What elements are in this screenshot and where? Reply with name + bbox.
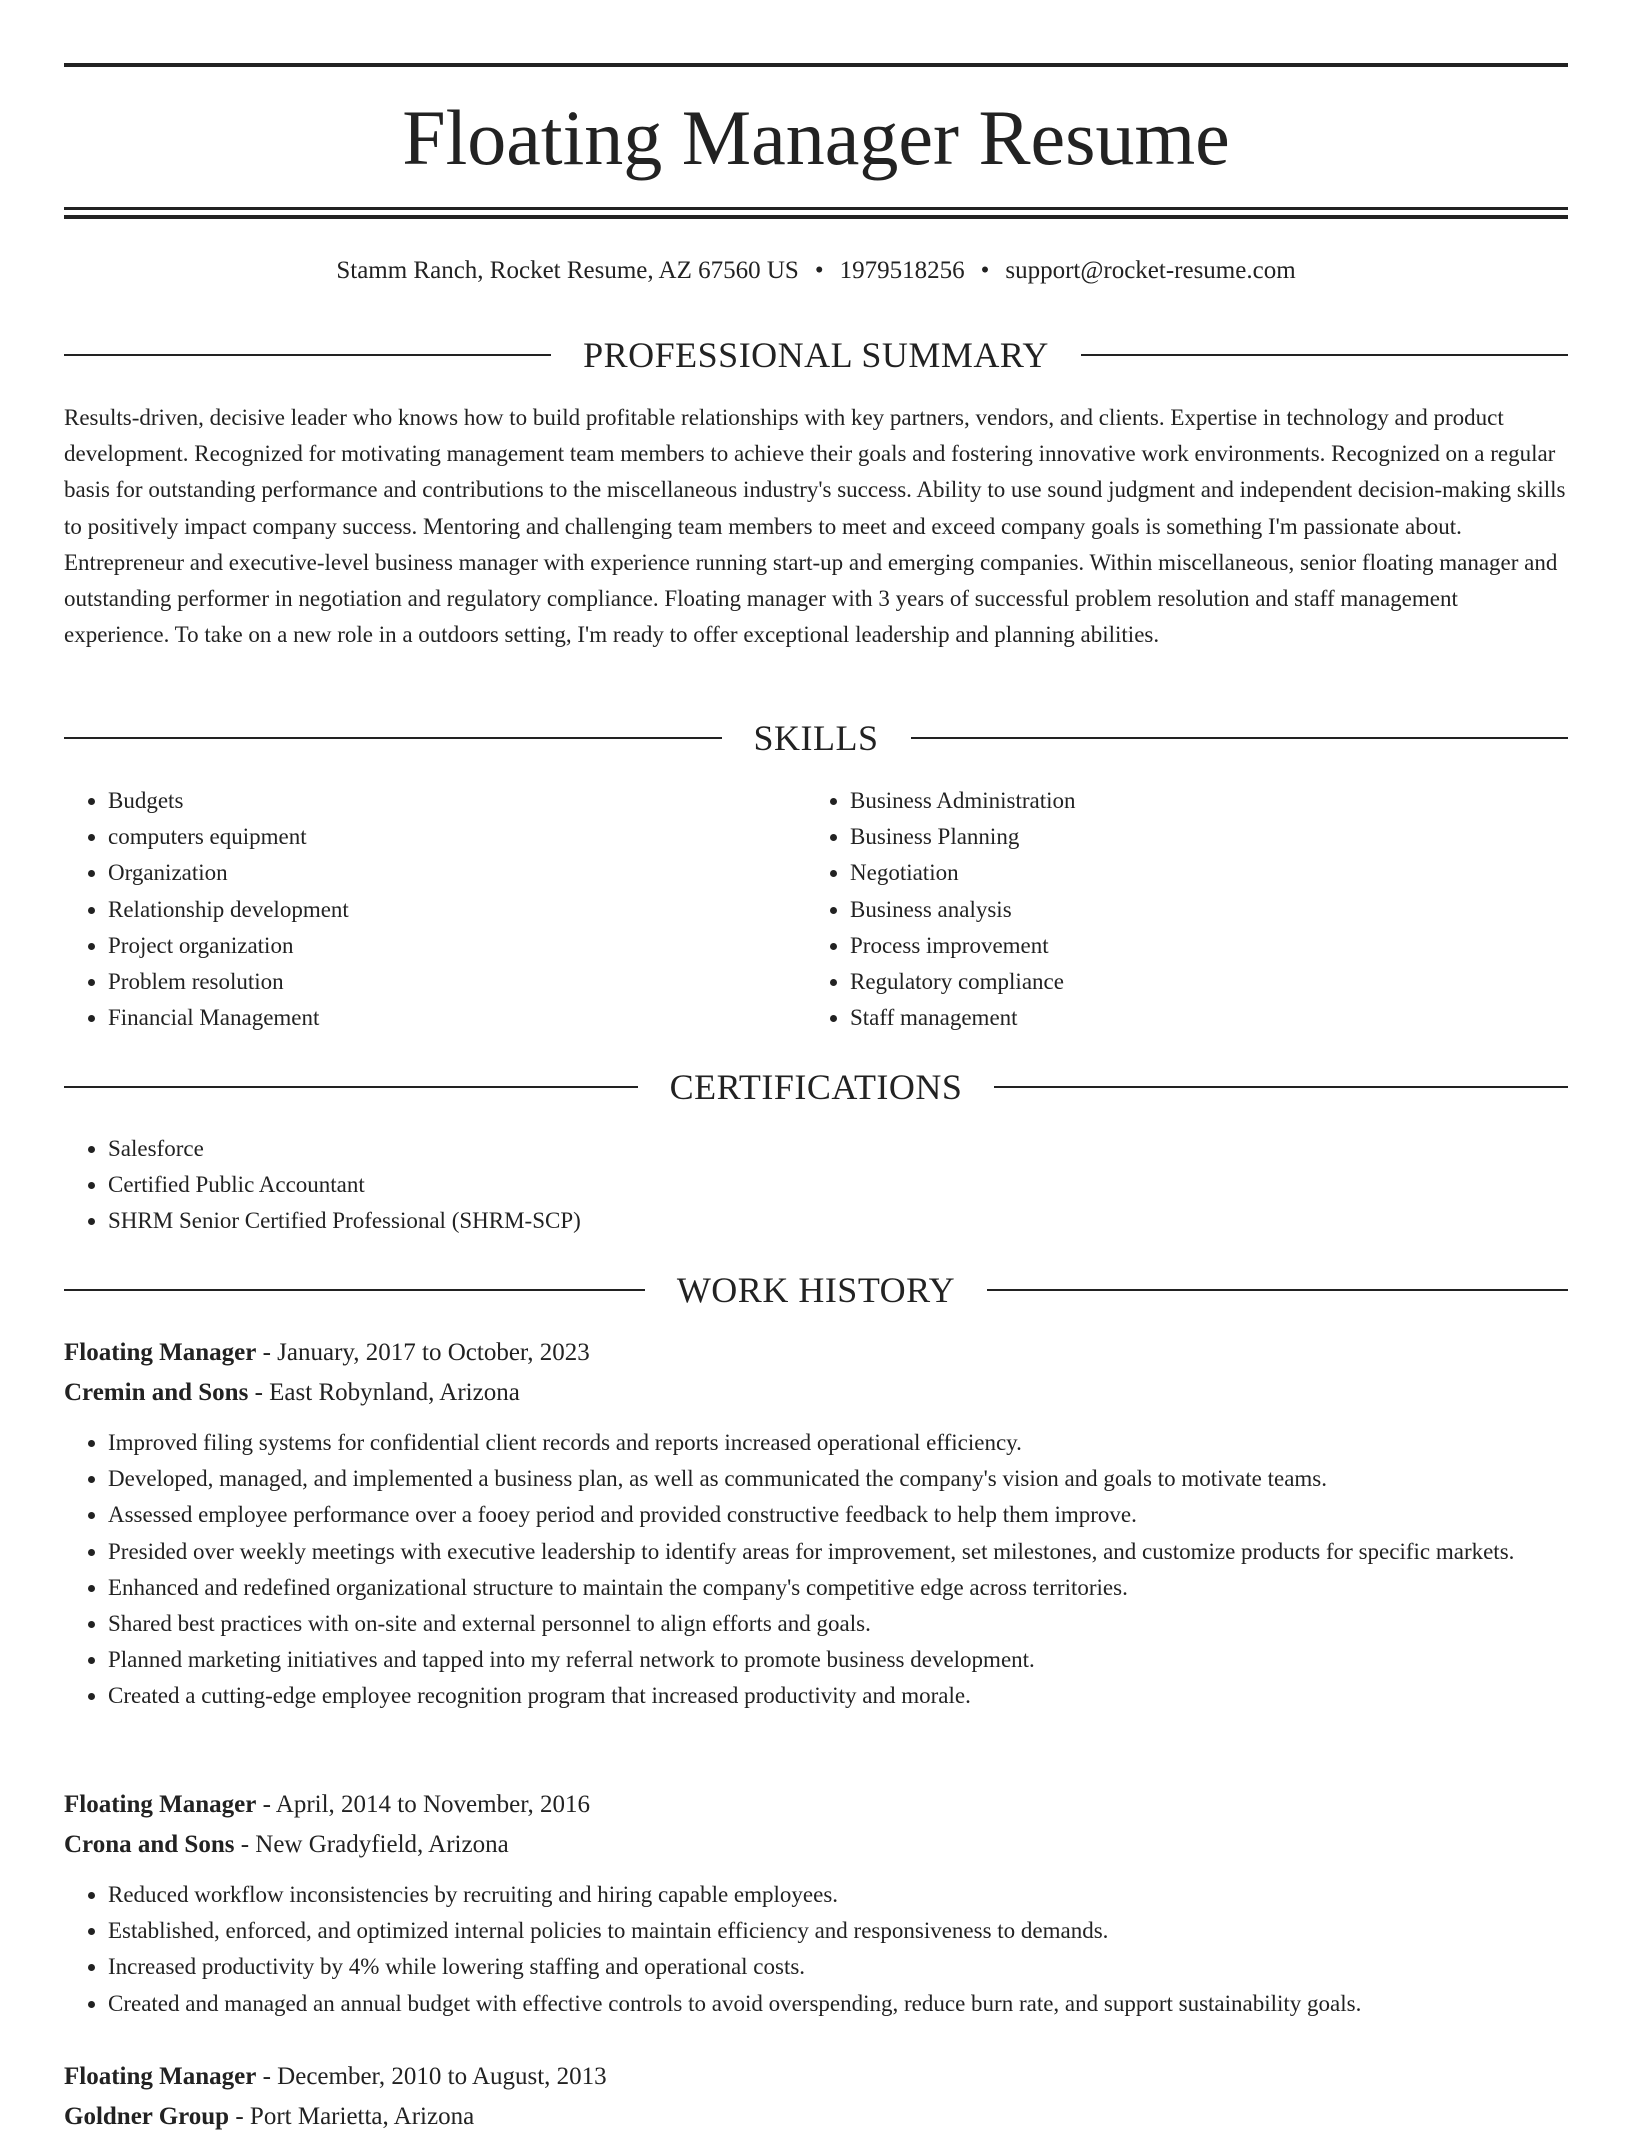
section-title: PROFESSIONAL SUMMARY (583, 335, 1049, 375)
job-company-line (64, 1373, 1568, 1413)
job-title: Floating Manager (64, 2063, 257, 2090)
certification-item: • SHRM Senior Certified Professional (SHRM-SCP) (108, 1203, 1612, 1239)
skill-item: • Business Administration (850, 783, 1550, 819)
job-title-line (64, 2057, 1568, 2097)
section-title: WORK HISTORY (676, 1270, 956, 1310)
skill-item: • computers equipment (108, 819, 808, 855)
job-bullets (64, 1425, 1568, 1715)
job-company: Cremin and Sons (64, 1379, 249, 1406)
contact-email: support@rocket-resume.com (1005, 257, 1296, 284)
contact-separator: • (814, 257, 824, 284)
job-company: Goldner Group (64, 2103, 230, 2130)
job-bullet: • Created a cutting-edge employee recognition program that increased productivity and morale. (108, 1678, 1568, 1714)
contact-line (64, 254, 1568, 288)
job-bullet: • Shared best practices with on-site and external personnel to align efforts and goals. (108, 1606, 1568, 1642)
job-bullet: • Presided over weekly meetings with executive leadership to identify areas for improvement, set milestones, and customize products for specific markets. (108, 1534, 1568, 1570)
job-entry (64, 1785, 1568, 2022)
heading-rule (994, 1086, 1568, 1088)
skill-item: • Staff management (850, 1000, 1550, 1036)
job-bullet: • Established, enforced, and optimized internal policies to maintain efficiency and responsiveness to demands. (108, 1913, 1568, 1949)
job-bullet: • Increased productivity by 4% while lowering staffing and operational costs. (108, 1949, 1568, 1985)
job-title-line (64, 1785, 1568, 1825)
job-dates: - April, 2014 to November, 2016 (256, 1791, 591, 1818)
skill-item: • Business Planning (850, 819, 1550, 855)
section-heading-summary (64, 333, 1568, 377)
skill-item: • Regulatory compliance (850, 964, 1550, 1000)
job-company-line (64, 2097, 1568, 2137)
certification-item: • Certified Public Accountant (108, 1167, 1612, 1203)
contact-address: Stamm Ranch, Rocket Resume, AZ 67560 US (336, 257, 799, 284)
job-bullet: • Assessed employee performance over a fooey period and provided constructive feedback to help them improve. (108, 1497, 1568, 1533)
certification-item: • Salesforce (108, 1131, 1612, 1167)
job-location: - New Gradyfield, Arizona (234, 1831, 509, 1858)
skills-list-left (64, 783, 808, 1036)
heading-rule (1081, 354, 1568, 356)
section-title: CERTIFICATIONS (669, 1067, 963, 1107)
skill-item: • Financial Management (108, 1000, 808, 1036)
section-title: SKILLS (753, 718, 879, 758)
skill-item: • Negotiation (850, 855, 1550, 891)
certifications-list (64, 1131, 1612, 1240)
contact-phone: 1979518256 (839, 257, 965, 284)
heading-rule (64, 1289, 645, 1291)
contact-separator: • (980, 257, 990, 284)
heading-rule (64, 1086, 638, 1088)
heading-rule (64, 737, 722, 739)
heading-rule (911, 737, 1569, 739)
job-location: - Port Marietta, Arizona (229, 2103, 475, 2130)
skill-item: • Problem resolution (108, 964, 808, 1000)
heading-rule (987, 1289, 1568, 1291)
job-bullet: • Reduced workflow inconsistencies by recruiting and hiring capable employees. (108, 1877, 1568, 1913)
heading-rule (64, 354, 551, 356)
skill-item: • Organization (108, 855, 808, 891)
skill-item: • Budgets (108, 783, 808, 819)
job-company-line (64, 1825, 1568, 1865)
skill-item: • Project organization (108, 928, 808, 964)
job-title: Floating Manager (64, 1791, 257, 1818)
job-bullet: • Developed, managed, and implemented a business plan, as well as communicated the company's vision and goals to motivate teams. (108, 1461, 1568, 1497)
job-title-line (64, 1333, 1568, 1373)
job-bullet: • Planned marketing initiatives and tapped into my referral network to promote business development. (108, 1642, 1568, 1678)
skill-item: • Business analysis (850, 892, 1550, 928)
page-title: Floating Manager Resume (402, 94, 1230, 181)
job-bullet: • Created and managed an annual budget with effective controls to avoid overspending, reduce burn rate, and support sustainability goals. (108, 1986, 1568, 2022)
section-heading-certifications (64, 1065, 1568, 1109)
job-entry (64, 1333, 1568, 1715)
job-dates: - January, 2017 to October, 2023 (256, 1339, 590, 1366)
job-dates: - December, 2010 to August, 2013 (256, 2063, 607, 2090)
job-company: Crona and Sons (64, 1831, 235, 1858)
title-rule-upper (64, 207, 1568, 210)
job-title: Floating Manager (64, 1339, 257, 1366)
job-bullet: • Improved filing systems for confidential client records and reports increased operational efficiency. (108, 1425, 1568, 1461)
job-bullets (64, 1877, 1568, 2022)
top-rule (64, 63, 1568, 67)
skill-item: • Relationship development (108, 892, 808, 928)
skills-list-right (806, 783, 1550, 1036)
title-rule-lower (64, 215, 1568, 219)
job-location: - East Robynland, Arizona (248, 1379, 520, 1406)
job-entry (64, 2057, 1568, 2137)
section-heading-work-history (64, 1268, 1568, 1312)
skill-item: • Process improvement (850, 928, 1550, 964)
section-heading-skills (64, 716, 1568, 760)
job-bullet: • Enhanced and redefined organizational structure to maintain the company's competitive edge across territories. (108, 1570, 1568, 1606)
summary-text: Results-driven, decisive leader who knows how to build profitable relationships with key partners, vendors, and clients. Expertise in technology and product development. Recognized for motivating management team members to achieve their goals and fostering innovative work environments. Recognized on a regular basis for outstanding performance and contributions to the miscellaneous industry's success. Ability to use sound judgment and independent decision-making skills to positively impact company success. Mentoring and challenging team members to meet and exceed company goals is something I'm passionate about. Entrepreneur and executive-level business manager with experience running start-up and emerging companies. Within miscellaneous, senior floating manager and outstanding performer in negotiation and regulatory compliance. Floating manager with 3 years of successful problem resolution and staff management experience. To take on a new role in a outdoors setting, I'm ready to offer exceptional leadership and planning abilities. (64, 405, 1566, 648)
